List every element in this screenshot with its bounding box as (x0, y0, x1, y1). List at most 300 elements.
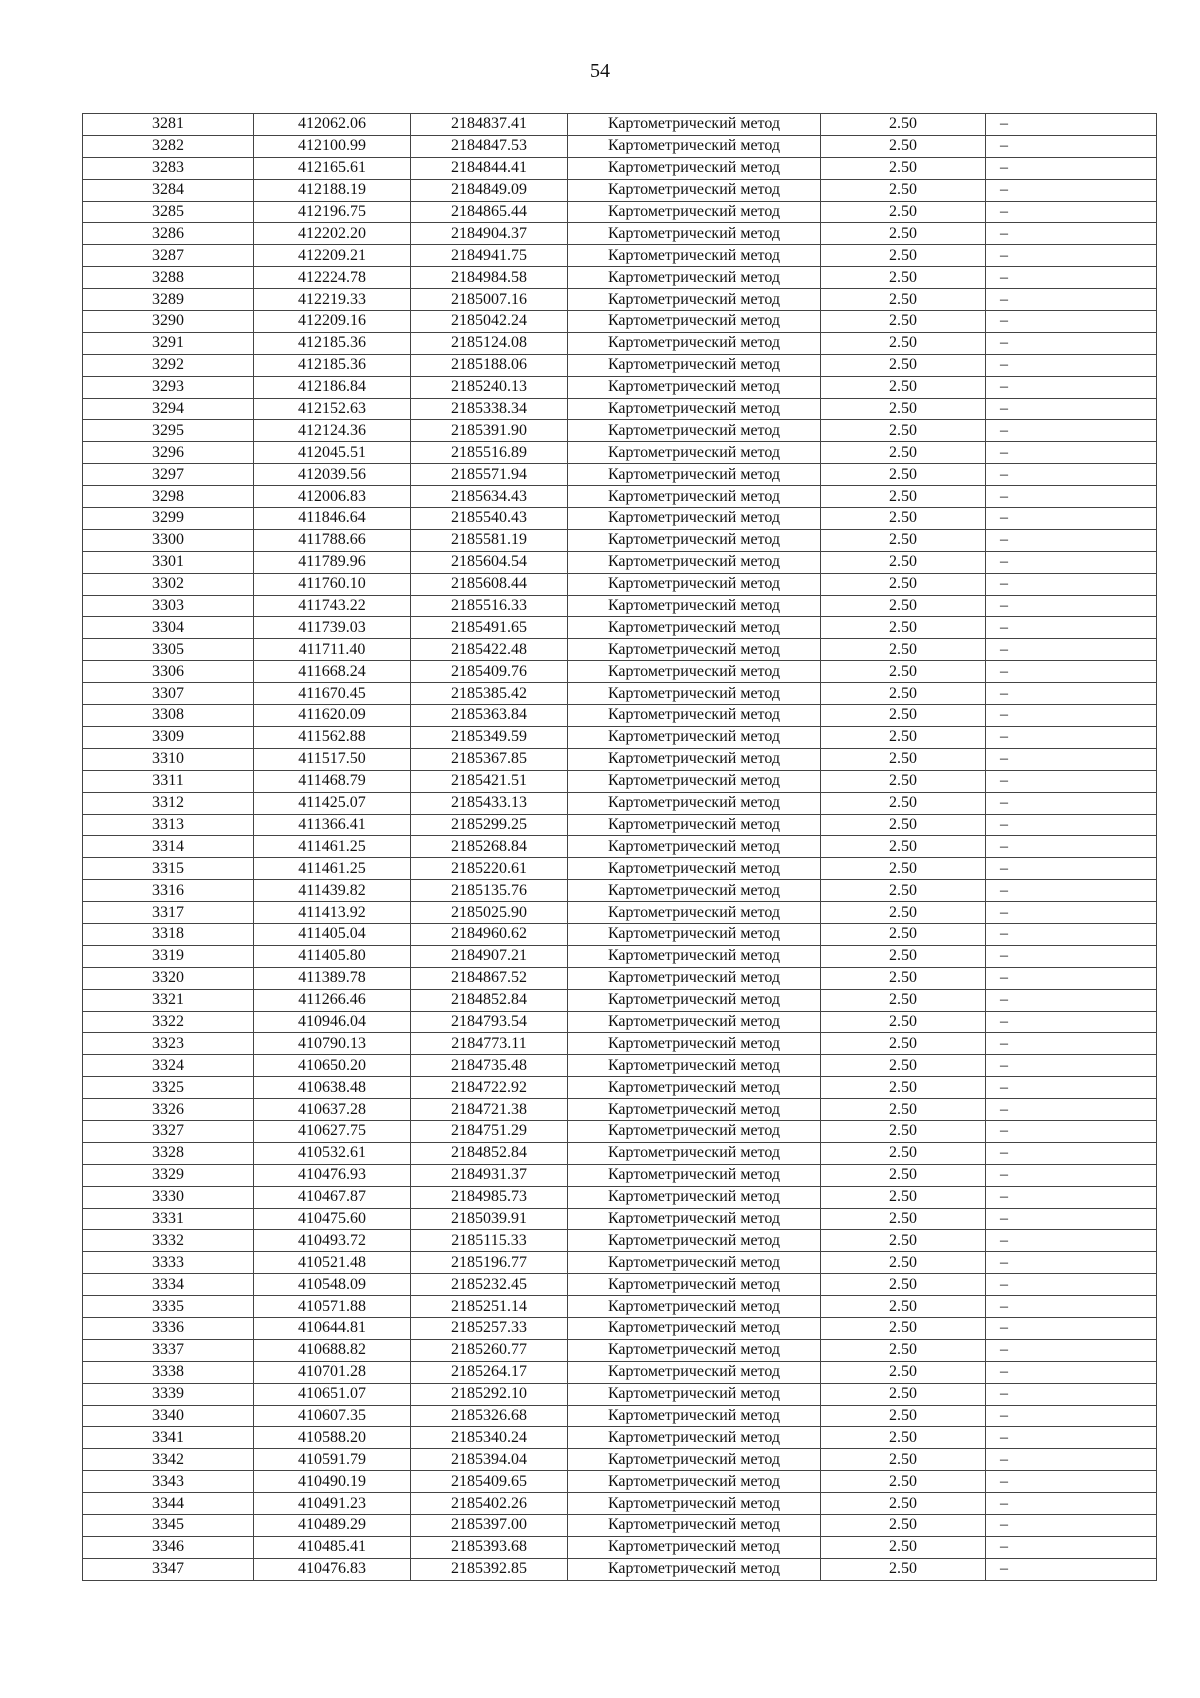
y-coordinate-cell: 2185392.85 (411, 1558, 568, 1580)
x-coordinate-cell: 410485.41 (254, 1536, 411, 1558)
accuracy-cell: 2.50 (821, 1515, 986, 1537)
y-coordinate-cell: 2185240.13 (411, 376, 568, 398)
accuracy-cell: 2.50 (821, 464, 986, 486)
accuracy-cell: 2.50 (821, 1296, 986, 1318)
table-row (83, 311, 1157, 333)
note-cell: – (986, 683, 1157, 705)
point-number-cell: 3342 (83, 1449, 254, 1471)
method-cell: Картометрический метод (568, 420, 821, 442)
note-cell: – (986, 1011, 1157, 1033)
y-coordinate-cell: 2184793.54 (411, 1011, 568, 1033)
x-coordinate-cell: 410701.28 (254, 1361, 411, 1383)
method-cell: Картометрический метод (568, 573, 821, 595)
accuracy-cell: 2.50 (821, 1536, 986, 1558)
accuracy-cell: 2.50 (821, 420, 986, 442)
point-number-cell: 3301 (83, 551, 254, 573)
x-coordinate-cell: 411389.78 (254, 967, 411, 989)
note-cell: – (986, 1120, 1157, 1142)
accuracy-cell: 2.50 (821, 201, 986, 223)
x-coordinate-cell: 410548.09 (254, 1274, 411, 1296)
x-coordinate-cell: 410489.29 (254, 1515, 411, 1537)
x-coordinate-cell: 412124.36 (254, 420, 411, 442)
note-cell: – (986, 1230, 1157, 1252)
table-row (83, 726, 1157, 748)
point-number-cell: 3330 (83, 1186, 254, 1208)
point-number-cell: 3296 (83, 442, 254, 464)
point-number-cell: 3331 (83, 1208, 254, 1230)
note-cell: – (986, 858, 1157, 880)
point-number-cell: 3319 (83, 945, 254, 967)
y-coordinate-cell: 2185409.76 (411, 661, 568, 683)
note-cell: – (986, 1493, 1157, 1515)
table-row (83, 1055, 1157, 1077)
method-cell: Картометрический метод (568, 1471, 821, 1493)
x-coordinate-cell: 410591.79 (254, 1449, 411, 1471)
table-row (83, 748, 1157, 770)
table-row (83, 1186, 1157, 1208)
point-number-cell: 3295 (83, 420, 254, 442)
point-number-cell: 3300 (83, 529, 254, 551)
method-cell: Картометрический метод (568, 135, 821, 157)
table-row (83, 683, 1157, 705)
y-coordinate-cell: 2185264.17 (411, 1361, 568, 1383)
x-coordinate-cell: 412209.21 (254, 245, 411, 267)
table-row (83, 573, 1157, 595)
table-row (83, 508, 1157, 530)
point-number-cell: 3306 (83, 661, 254, 683)
x-coordinate-cell: 412045.51 (254, 442, 411, 464)
y-coordinate-cell: 2185516.33 (411, 595, 568, 617)
y-coordinate-cell: 2185422.48 (411, 639, 568, 661)
point-number-cell: 3329 (83, 1164, 254, 1186)
table-row (83, 1493, 1157, 1515)
x-coordinate-cell: 411711.40 (254, 639, 411, 661)
note-cell: – (986, 1142, 1157, 1164)
point-number-cell: 3312 (83, 792, 254, 814)
y-coordinate-cell: 2185007.16 (411, 289, 568, 311)
method-cell: Картометрический метод (568, 1427, 821, 1449)
table-row (83, 1471, 1157, 1493)
y-coordinate-cell: 2184960.62 (411, 923, 568, 945)
table-row (83, 201, 1157, 223)
point-number-cell: 3337 (83, 1339, 254, 1361)
accuracy-cell: 2.50 (821, 1208, 986, 1230)
table-row (83, 179, 1157, 201)
x-coordinate-cell: 410650.20 (254, 1055, 411, 1077)
x-coordinate-cell: 410638.48 (254, 1077, 411, 1099)
accuracy-cell: 2.50 (821, 1120, 986, 1142)
x-coordinate-cell: 410607.35 (254, 1405, 411, 1427)
point-number-cell: 3283 (83, 157, 254, 179)
point-number-cell: 3286 (83, 223, 254, 245)
x-coordinate-cell: 411461.25 (254, 836, 411, 858)
method-cell: Картометрический метод (568, 1011, 821, 1033)
accuracy-cell: 2.50 (821, 1405, 986, 1427)
note-cell: – (986, 201, 1157, 223)
point-number-cell: 3288 (83, 267, 254, 289)
note-cell: – (986, 1449, 1157, 1471)
accuracy-cell: 2.50 (821, 157, 986, 179)
accuracy-cell: 2.50 (821, 135, 986, 157)
method-cell: Картометрический метод (568, 157, 821, 179)
note-cell: – (986, 1099, 1157, 1121)
method-cell: Картометрический метод (568, 311, 821, 333)
accuracy-cell: 2.50 (821, 1099, 986, 1121)
y-coordinate-cell: 2184867.52 (411, 967, 568, 989)
x-coordinate-cell: 410521.48 (254, 1252, 411, 1274)
note-cell: – (986, 748, 1157, 770)
method-cell: Картометрический метод (568, 661, 821, 683)
method-cell: Картометрический метод (568, 770, 821, 792)
y-coordinate-cell: 2185581.19 (411, 529, 568, 551)
accuracy-cell: 2.50 (821, 967, 986, 989)
accuracy-cell: 2.50 (821, 179, 986, 201)
method-cell: Картометрический метод (568, 1383, 821, 1405)
y-coordinate-cell: 2185220.61 (411, 858, 568, 880)
accuracy-cell: 2.50 (821, 551, 986, 573)
table-row (83, 1252, 1157, 1274)
accuracy-cell: 2.50 (821, 1252, 986, 1274)
note-cell: – (986, 179, 1157, 201)
y-coordinate-cell: 2185571.94 (411, 464, 568, 486)
y-coordinate-cell: 2184735.48 (411, 1055, 568, 1077)
point-number-cell: 3326 (83, 1099, 254, 1121)
note-cell: – (986, 945, 1157, 967)
y-coordinate-cell: 2185394.04 (411, 1449, 568, 1471)
x-coordinate-cell: 412100.99 (254, 135, 411, 157)
accuracy-cell: 2.50 (821, 245, 986, 267)
note-cell: – (986, 1077, 1157, 1099)
point-number-cell: 3321 (83, 989, 254, 1011)
point-number-cell: 3346 (83, 1536, 254, 1558)
note-cell: – (986, 289, 1157, 311)
table-row (83, 1515, 1157, 1537)
table-row (83, 289, 1157, 311)
y-coordinate-cell: 2184852.84 (411, 1142, 568, 1164)
table-row (83, 902, 1157, 924)
y-coordinate-cell: 2185634.43 (411, 486, 568, 508)
point-number-cell: 3343 (83, 1471, 254, 1493)
method-cell: Картометрический метод (568, 1164, 821, 1186)
accuracy-cell: 2.50 (821, 1383, 986, 1405)
y-coordinate-cell: 2185268.84 (411, 836, 568, 858)
x-coordinate-cell: 412224.78 (254, 267, 411, 289)
method-cell: Картометрический метод (568, 814, 821, 836)
point-number-cell: 3311 (83, 770, 254, 792)
point-number-cell: 3315 (83, 858, 254, 880)
accuracy-cell: 2.50 (821, 705, 986, 727)
method-cell: Картометрический метод (568, 179, 821, 201)
table-row (83, 486, 1157, 508)
y-coordinate-cell: 2185232.45 (411, 1274, 568, 1296)
note-cell: – (986, 376, 1157, 398)
point-number-cell: 3305 (83, 639, 254, 661)
x-coordinate-cell: 411788.66 (254, 529, 411, 551)
y-coordinate-cell: 2184844.41 (411, 157, 568, 179)
method-cell: Картометрический метод (568, 639, 821, 661)
point-number-cell: 3347 (83, 1558, 254, 1580)
method-cell: Картометрический метод (568, 1317, 821, 1339)
x-coordinate-cell: 411846.64 (254, 508, 411, 530)
y-coordinate-cell: 2185349.59 (411, 726, 568, 748)
table-row (83, 1339, 1157, 1361)
method-cell: Картометрический метод (568, 1033, 821, 1055)
x-coordinate-cell: 410493.72 (254, 1230, 411, 1252)
point-number-cell: 3320 (83, 967, 254, 989)
method-cell: Картометрический метод (568, 354, 821, 376)
table-row (83, 1317, 1157, 1339)
method-cell: Картометрический метод (568, 880, 821, 902)
y-coordinate-cell: 2185042.24 (411, 311, 568, 333)
method-cell: Картометрический метод (568, 508, 821, 530)
y-coordinate-cell: 2185135.76 (411, 880, 568, 902)
note-cell: – (986, 1033, 1157, 1055)
method-cell: Картометрический метод (568, 442, 821, 464)
y-coordinate-cell: 2185124.08 (411, 332, 568, 354)
x-coordinate-cell: 410588.20 (254, 1427, 411, 1449)
table-row (83, 551, 1157, 573)
y-coordinate-cell: 2184904.37 (411, 223, 568, 245)
table-row (83, 639, 1157, 661)
table-row (83, 661, 1157, 683)
table-row (83, 1558, 1157, 1580)
table-row (83, 617, 1157, 639)
point-number-cell: 3307 (83, 683, 254, 705)
x-coordinate-cell: 411760.10 (254, 573, 411, 595)
note-cell: – (986, 223, 1157, 245)
table-row (83, 245, 1157, 267)
y-coordinate-cell: 2184941.75 (411, 245, 568, 267)
x-coordinate-cell: 411562.88 (254, 726, 411, 748)
accuracy-cell: 2.50 (821, 814, 986, 836)
point-number-cell: 3285 (83, 201, 254, 223)
accuracy-cell: 2.50 (821, 989, 986, 1011)
point-number-cell: 3325 (83, 1077, 254, 1099)
table-row (83, 1296, 1157, 1318)
point-number-cell: 3327 (83, 1120, 254, 1142)
x-coordinate-cell: 411439.82 (254, 880, 411, 902)
method-cell: Картометрический метод (568, 201, 821, 223)
method-cell: Картометрический метод (568, 332, 821, 354)
accuracy-cell: 2.50 (821, 1033, 986, 1055)
point-number-cell: 3302 (83, 573, 254, 595)
accuracy-cell: 2.50 (821, 1471, 986, 1493)
accuracy-cell: 2.50 (821, 573, 986, 595)
note-cell: – (986, 726, 1157, 748)
y-coordinate-cell: 2184849.09 (411, 179, 568, 201)
point-number-cell: 3294 (83, 398, 254, 420)
accuracy-cell: 2.50 (821, 792, 986, 814)
accuracy-cell: 2.50 (821, 332, 986, 354)
point-number-cell: 3323 (83, 1033, 254, 1055)
y-coordinate-cell: 2184722.92 (411, 1077, 568, 1099)
accuracy-cell: 2.50 (821, 508, 986, 530)
x-coordinate-cell: 410476.93 (254, 1164, 411, 1186)
y-coordinate-cell: 2185397.00 (411, 1515, 568, 1537)
method-cell: Картометрический метод (568, 595, 821, 617)
y-coordinate-cell: 2185409.65 (411, 1471, 568, 1493)
y-coordinate-cell: 2184984.58 (411, 267, 568, 289)
accuracy-cell: 2.50 (821, 1011, 986, 1033)
table-row (83, 595, 1157, 617)
x-coordinate-cell: 410790.13 (254, 1033, 411, 1055)
x-coordinate-cell: 411405.04 (254, 923, 411, 945)
point-number-cell: 3297 (83, 464, 254, 486)
table-row (83, 858, 1157, 880)
accuracy-cell: 2.50 (821, 1317, 986, 1339)
table-row (83, 1120, 1157, 1142)
accuracy-cell: 2.50 (821, 923, 986, 945)
point-number-cell: 3281 (83, 114, 254, 136)
accuracy-cell: 2.50 (821, 595, 986, 617)
point-number-cell: 3322 (83, 1011, 254, 1033)
accuracy-cell: 2.50 (821, 902, 986, 924)
note-cell: – (986, 486, 1157, 508)
point-number-cell: 3299 (83, 508, 254, 530)
note-cell: – (986, 354, 1157, 376)
point-number-cell: 3316 (83, 880, 254, 902)
accuracy-cell: 2.50 (821, 726, 986, 748)
x-coordinate-cell: 411405.80 (254, 945, 411, 967)
table-row (83, 945, 1157, 967)
note-cell: – (986, 836, 1157, 858)
x-coordinate-cell: 410467.87 (254, 1186, 411, 1208)
note-cell: – (986, 1383, 1157, 1405)
x-coordinate-cell: 412006.83 (254, 486, 411, 508)
x-coordinate-cell: 410651.07 (254, 1383, 411, 1405)
method-cell: Картометрический метод (568, 464, 821, 486)
table-row (83, 1099, 1157, 1121)
note-cell: – (986, 551, 1157, 573)
method-cell: Картометрический метод (568, 114, 821, 136)
y-coordinate-cell: 2185299.25 (411, 814, 568, 836)
coordinates-table-body (83, 114, 1157, 1581)
note-cell: – (986, 573, 1157, 595)
method-cell: Картометрический метод (568, 726, 821, 748)
point-number-cell: 3303 (83, 595, 254, 617)
y-coordinate-cell: 2185604.54 (411, 551, 568, 573)
note-cell: – (986, 814, 1157, 836)
method-cell: Картометрический метод (568, 376, 821, 398)
point-number-cell: 3292 (83, 354, 254, 376)
note-cell: – (986, 705, 1157, 727)
x-coordinate-cell: 412202.20 (254, 223, 411, 245)
point-number-cell: 3328 (83, 1142, 254, 1164)
method-cell: Картометрический метод (568, 245, 821, 267)
method-cell: Картометрический метод (568, 1449, 821, 1471)
table-row (83, 1208, 1157, 1230)
note-cell: – (986, 661, 1157, 683)
x-coordinate-cell: 412219.33 (254, 289, 411, 311)
note-cell: – (986, 1317, 1157, 1339)
table-row (83, 1361, 1157, 1383)
accuracy-cell: 2.50 (821, 1493, 986, 1515)
x-coordinate-cell: 411670.45 (254, 683, 411, 705)
y-coordinate-cell: 2185391.90 (411, 420, 568, 442)
point-number-cell: 3333 (83, 1252, 254, 1274)
table-row (83, 114, 1157, 136)
x-coordinate-cell: 411668.24 (254, 661, 411, 683)
note-cell: – (986, 1536, 1157, 1558)
method-cell: Картометрический метод (568, 223, 821, 245)
y-coordinate-cell: 2184773.11 (411, 1033, 568, 1055)
note-cell: – (986, 464, 1157, 486)
x-coordinate-cell: 411739.03 (254, 617, 411, 639)
point-number-cell: 3339 (83, 1383, 254, 1405)
note-cell: – (986, 508, 1157, 530)
x-coordinate-cell: 410532.61 (254, 1142, 411, 1164)
y-coordinate-cell: 2185338.34 (411, 398, 568, 420)
table-row (83, 135, 1157, 157)
accuracy-cell: 2.50 (821, 661, 986, 683)
table-row (83, 420, 1157, 442)
note-cell: – (986, 923, 1157, 945)
accuracy-cell: 2.50 (821, 376, 986, 398)
table-row (83, 1077, 1157, 1099)
y-coordinate-cell: 2185393.68 (411, 1536, 568, 1558)
x-coordinate-cell: 410475.60 (254, 1208, 411, 1230)
y-coordinate-cell: 2185188.06 (411, 354, 568, 376)
y-coordinate-cell: 2185260.77 (411, 1339, 568, 1361)
point-number-cell: 3324 (83, 1055, 254, 1077)
accuracy-cell: 2.50 (821, 289, 986, 311)
note-cell: – (986, 639, 1157, 661)
point-number-cell: 3293 (83, 376, 254, 398)
note-cell: – (986, 617, 1157, 639)
point-number-cell: 3336 (83, 1317, 254, 1339)
point-number-cell: 3345 (83, 1515, 254, 1537)
method-cell: Картометрический метод (568, 1405, 821, 1427)
point-number-cell: 3310 (83, 748, 254, 770)
y-coordinate-cell: 2185039.91 (411, 1208, 568, 1230)
coordinates-table (82, 113, 1157, 1581)
y-coordinate-cell: 2185385.42 (411, 683, 568, 705)
accuracy-cell: 2.50 (821, 945, 986, 967)
table-row (83, 354, 1157, 376)
y-coordinate-cell: 2185292.10 (411, 1383, 568, 1405)
note-cell: – (986, 114, 1157, 136)
method-cell: Картометрический метод (568, 486, 821, 508)
accuracy-cell: 2.50 (821, 617, 986, 639)
accuracy-cell: 2.50 (821, 114, 986, 136)
y-coordinate-cell: 2184907.21 (411, 945, 568, 967)
table-row (83, 376, 1157, 398)
table-row (83, 223, 1157, 245)
x-coordinate-cell: 412152.63 (254, 398, 411, 420)
y-coordinate-cell: 2184837.41 (411, 114, 568, 136)
method-cell: Картометрический метод (568, 1536, 821, 1558)
table-row (83, 1164, 1157, 1186)
y-coordinate-cell: 2185367.85 (411, 748, 568, 770)
y-coordinate-cell: 2185402.26 (411, 1493, 568, 1515)
table-row (83, 705, 1157, 727)
method-cell: Картометрический метод (568, 398, 821, 420)
method-cell: Картометрический метод (568, 551, 821, 573)
method-cell: Картометрический метод (568, 1361, 821, 1383)
method-cell: Картометрический метод (568, 267, 821, 289)
table-row (83, 1033, 1157, 1055)
method-cell: Картометрический метод (568, 1339, 821, 1361)
x-coordinate-cell: 410490.19 (254, 1471, 411, 1493)
accuracy-cell: 2.50 (821, 1274, 986, 1296)
accuracy-cell: 2.50 (821, 1164, 986, 1186)
method-cell: Картометрический метод (568, 967, 821, 989)
x-coordinate-cell: 410946.04 (254, 1011, 411, 1033)
method-cell: Картометрический метод (568, 1274, 821, 1296)
x-coordinate-cell: 410627.75 (254, 1120, 411, 1142)
accuracy-cell: 2.50 (821, 858, 986, 880)
note-cell: – (986, 595, 1157, 617)
